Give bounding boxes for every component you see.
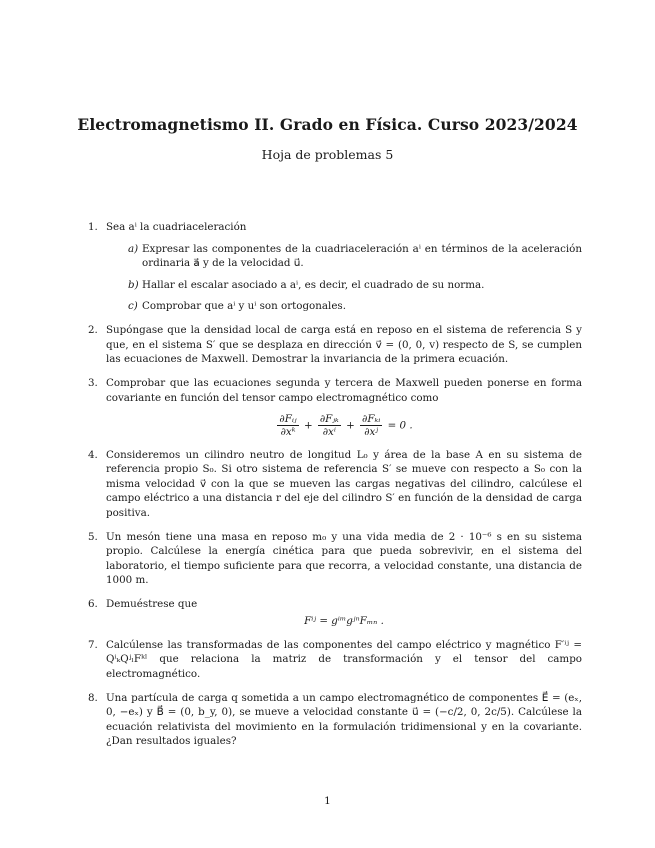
fraction-numerator: ∂Fᵢⱼ bbox=[279, 413, 297, 425]
subitem-text: Comprobar que aⁱ y uⁱ son ortogonales. bbox=[142, 300, 346, 312]
problem-text: Supóngase que la densidad local de carga está en reposo en el sistema de referencia S y que, en el sistema S′ que se desplaza en dirección v⃗ = (0, 0, v) respecto de S, se cumplen las ecuaciones de Maxwell. Demostrar la invariancia de la primera ecuación. bbox=[106, 324, 582, 365]
page-number: 1 bbox=[324, 795, 331, 807]
problem-number: 3. bbox=[88, 377, 98, 389]
subitem-text: Expresar las componentes de la cuadriaceleración aⁱ en términos de la aceleración ordinaria a⃗ y de la velocidad u⃗. bbox=[142, 242, 582, 269]
plus-sign: + bbox=[346, 419, 355, 432]
problem-1 bbox=[88, 220, 582, 314]
page-title: Electromagnetismo II. Grado en Física. Curso 2023/2024 bbox=[77, 115, 578, 134]
equation-fraction bbox=[277, 413, 298, 438]
plus-sign: + bbox=[303, 419, 313, 432]
problem-7 bbox=[88, 638, 582, 682]
problem-4 bbox=[88, 448, 582, 521]
equation-rhs: = 0 . bbox=[387, 419, 413, 432]
problem-text: Comprobar que las ecuaciones segunda y tercera de Maxwell pueden ponerse en forma covariante en función del tensor campo electromagnético como bbox=[106, 377, 582, 404]
covariant-equation bbox=[106, 413, 582, 438]
problem-8 bbox=[88, 691, 582, 749]
problem-text: Consideremos un cilindro neutro de longitud L₀ y área de la base A en su sistema de referencia propio S₀. Si otro sistema de referencia S′ se mueve con respecto a S₀ con la misma velocidad v⃗ con la que se mueven las cargas negativas del cilindro, calcúlese el campo eléctrico a una distancia r del eje del cilindro S′ en función de la densidad de carga positiva. bbox=[106, 448, 582, 519]
equation-fraction bbox=[318, 413, 341, 438]
problem-list bbox=[88, 220, 582, 758]
subitem-b bbox=[106, 278, 582, 293]
fraction-denominator: ∂xʲ bbox=[364, 426, 379, 438]
fraction-denominator: ∂xᵏ bbox=[280, 426, 296, 438]
subitem-label: a) bbox=[128, 242, 139, 255]
problem-text: Un mesón tiene una masa en reposo m₀ y una vida media de 2 · 10⁻⁶ s en su sistema propio. Calcúlese la energía cinética para que pueda sobrevivir, en el sistema del laboratorio, el tiempo suficiente para que recorra, a velocidad constante, una distancia de 1000 m. bbox=[106, 530, 582, 586]
problem-text: Sea aⁱ la cuadriaceleración bbox=[106, 221, 247, 233]
subitem-label: c) bbox=[128, 300, 138, 312]
problem-6 bbox=[88, 597, 582, 628]
problem-2 bbox=[88, 323, 582, 367]
problem-number: 7. bbox=[88, 638, 98, 651]
subitem-c bbox=[106, 299, 582, 314]
subitem-a bbox=[106, 242, 582, 271]
problem-number: 4. bbox=[88, 448, 98, 461]
fraction-numerator: ∂Fⱼₖ bbox=[319, 413, 339, 425]
problem-text: Calcúlense las transformadas de las componentes del campo eléctrico y magnético F′ⁱʲ = QⁱₖQʲₗFᵏˡ que relaciona la matriz de transformación y el tensor del campo electromagnético. bbox=[106, 638, 582, 680]
problem-number: 2. bbox=[88, 324, 98, 336]
tensor-equation: Fⁱʲ = gⁱᵐgʲⁿFₘₙ . bbox=[304, 614, 384, 627]
subitem-text: Hallar el escalar asociado a aⁱ, es decir, el cuadrado de su norma. bbox=[142, 278, 485, 291]
problem-number: 1. bbox=[88, 221, 98, 233]
problem-text: Demuéstrese que bbox=[106, 598, 198, 610]
problem-number: 8. bbox=[88, 691, 98, 704]
problem-5 bbox=[88, 530, 582, 588]
subitem-label: b) bbox=[128, 278, 139, 291]
problem-text: Una partícula de carga q sometida a un campo electromagnético de componentes E⃗ = (eₓ, 0, −eₓ) y B⃗ = (0, b_y, 0), se mueve a velocidad constante u⃗ = (−c/2, 0, 2c/5). Calcúlese la ecuación relativista del movimiento en la formulación tridimensional y en la covariante. ¿Dan resultados iguales? bbox=[106, 691, 582, 747]
problem-number: 5. bbox=[88, 530, 98, 543]
page-subtitle: Hoja de problemas 5 bbox=[261, 147, 394, 162]
problem-number: 6. bbox=[88, 598, 98, 610]
fraction-numerator: ∂Fₖᵢ bbox=[362, 413, 381, 425]
fraction-denominator: ∂xⁱ bbox=[322, 426, 336, 438]
problem-3 bbox=[88, 376, 582, 438]
equation-fraction bbox=[360, 413, 382, 438]
